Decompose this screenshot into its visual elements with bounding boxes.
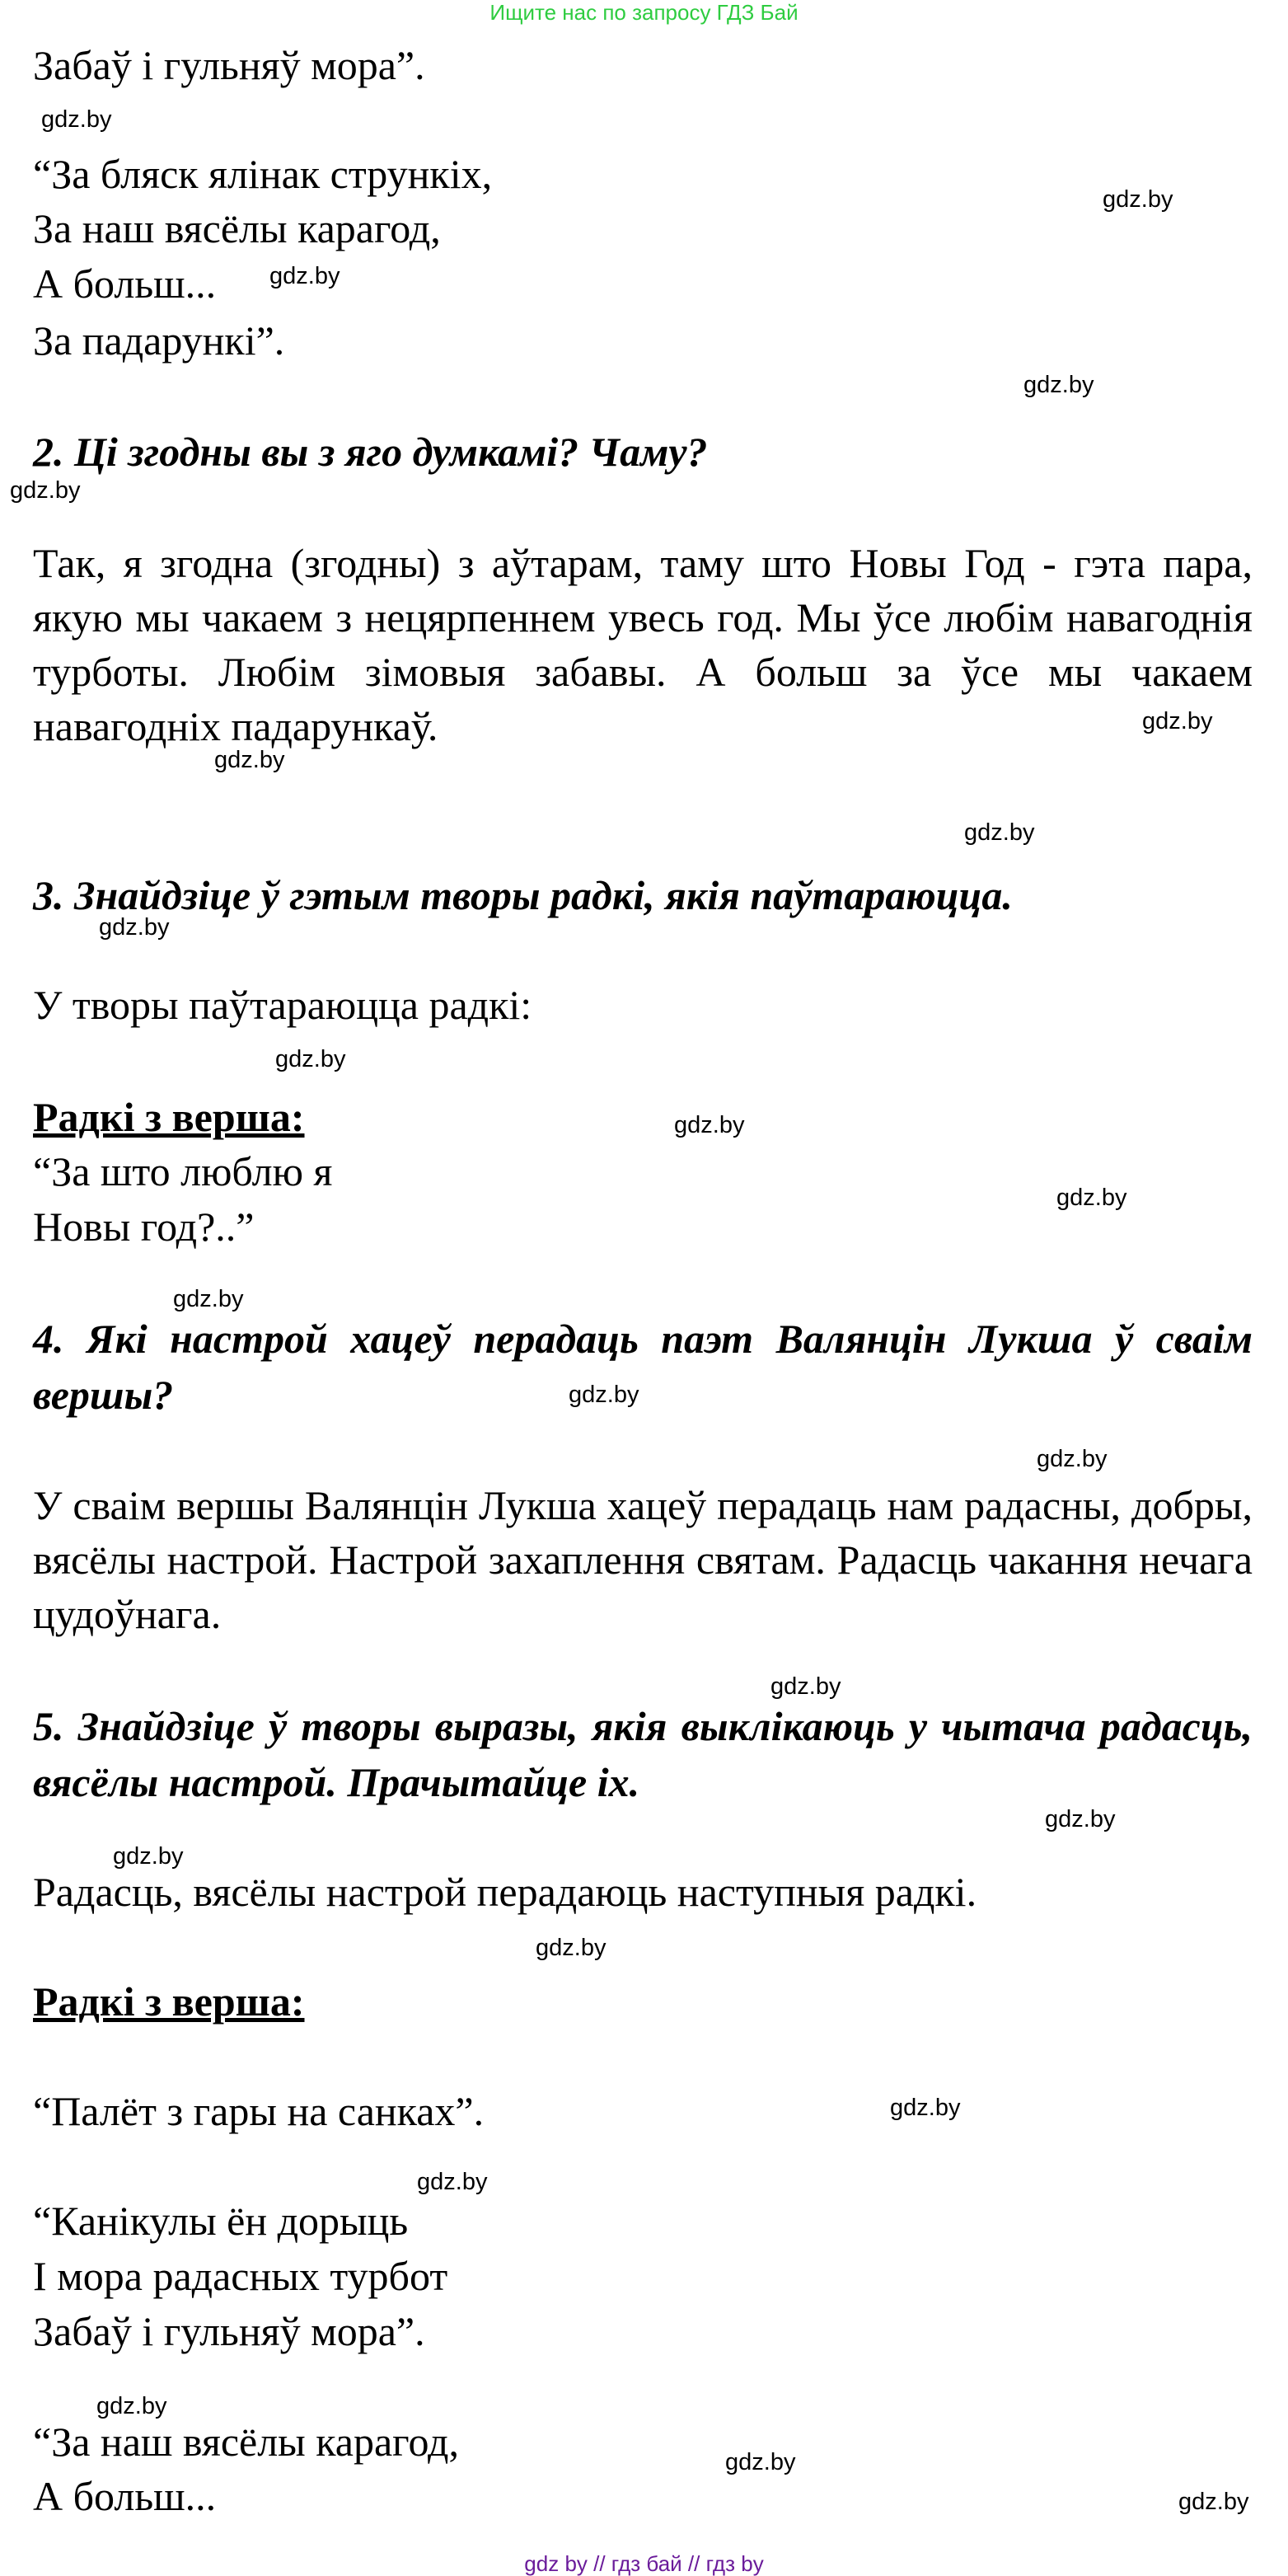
watermark: gdz.by: [41, 106, 112, 133]
verse-line: “За бляск ялінак стрункіх,: [33, 151, 493, 197]
watermark: gdz.by: [569, 1382, 639, 1408]
watermark: gdz.by: [10, 477, 81, 504]
answer-2: Так, я згодна (згодны) з аўтарам, таму што Новы Год - гэта пара, якую мы чакаем з нецярпеннем увесь год. Мы ўсе любім навагоднія турботы. Любім зімовыя забавы. А больш за ўсе мы чакаем навагодніх падарункаў.: [33, 540, 1253, 749]
verse-line: За падарункі”.: [33, 317, 285, 364]
verse-line: Забаў і гульняў мора”.: [33, 42, 425, 88]
watermark: gdz.by: [536, 1935, 607, 1961]
watermark: gdz.by: [1142, 708, 1213, 734]
watermark: gdz.by: [417, 2169, 488, 2195]
answer-3: У творы паўтараюцца радкі:: [33, 982, 532, 1028]
watermark: gdz.by: [269, 263, 340, 289]
question-4: 4. Які настрой хацеў перадаць паэт Валянцін Лукша ў сваім вершы?: [33, 1316, 1253, 1418]
verse-line: А больш...: [33, 260, 217, 307]
page-header: Ищите нас по запросу ГДЗ Бай: [489, 0, 799, 25]
watermark: gdz.by: [725, 2449, 796, 2475]
watermark: gdz.by: [964, 819, 1035, 846]
watermark: gdz.by: [1056, 1185, 1127, 1211]
watermark: gdz.by: [99, 914, 170, 941]
verse-heading: Радкі з верша:: [33, 1978, 305, 2025]
question-3: 3. Знайдзіце ў гэтым творы радкі, якія паўтараюцца.: [33, 872, 1013, 918]
verse-line: Новы год?..”: [33, 1204, 255, 1250]
verse-line: “За што люблю я: [33, 1148, 333, 1194]
watermark: gdz.by: [1178, 2489, 1249, 2515]
watermark: gdz.by: [214, 747, 285, 773]
watermark: gdz.by: [1023, 372, 1094, 398]
page-footer: gdz by // гдз бай // гдз by: [524, 2551, 764, 2576]
watermark: gdz.by: [770, 1673, 841, 1700]
question-2: 2. Ці згодны вы з яго думкамі? Чаму?: [33, 429, 708, 475]
watermark: gdz.by: [96, 2393, 167, 2419]
verse-line: І мора радасных турбот: [33, 2253, 448, 2299]
watermark: gdz.by: [1037, 1446, 1108, 1472]
watermark: gdz.by: [890, 2095, 961, 2121]
watermark: gdz.by: [1103, 186, 1173, 213]
watermark: gdz.by: [674, 1112, 745, 1138]
question-5: 5. Знайдзіце ў творы выразы, якія выклікаюць у чытача радасць, вясёлы настрой. Прачытайце іх.: [33, 1703, 1253, 1805]
verse-heading: Радкі з верша:: [33, 1094, 305, 1140]
watermark: gdz.by: [173, 1286, 244, 1312]
answer-4: У сваім вершы Валянцін Лукша хацеў перадаць нам радасны, добры, вясёлы настрой. Настрой захаплення святам. Радасць чакання нечага цудоўнага.: [33, 1482, 1253, 1637]
answer-5: Радасць, вясёлы настрой перадаюць наступныя радкі.: [33, 1869, 977, 1915]
verse-line: За наш вясёлы карагод,: [33, 205, 441, 251]
watermark: gdz.by: [113, 1843, 184, 1870]
verse-line: А больш...: [33, 2473, 217, 2519]
verse-line: Забаў і гульняў мора”.: [33, 2308, 425, 2354]
verse-line: “Палёт з гары на санках”.: [33, 2088, 485, 2134]
verse-line: “За наш вясёлы карагод,: [33, 2419, 459, 2465]
verse-line: “Канікулы ён дорыць: [33, 2198, 409, 2244]
watermark: gdz.by: [1045, 1806, 1116, 1832]
watermark: gdz.by: [275, 1046, 346, 1072]
